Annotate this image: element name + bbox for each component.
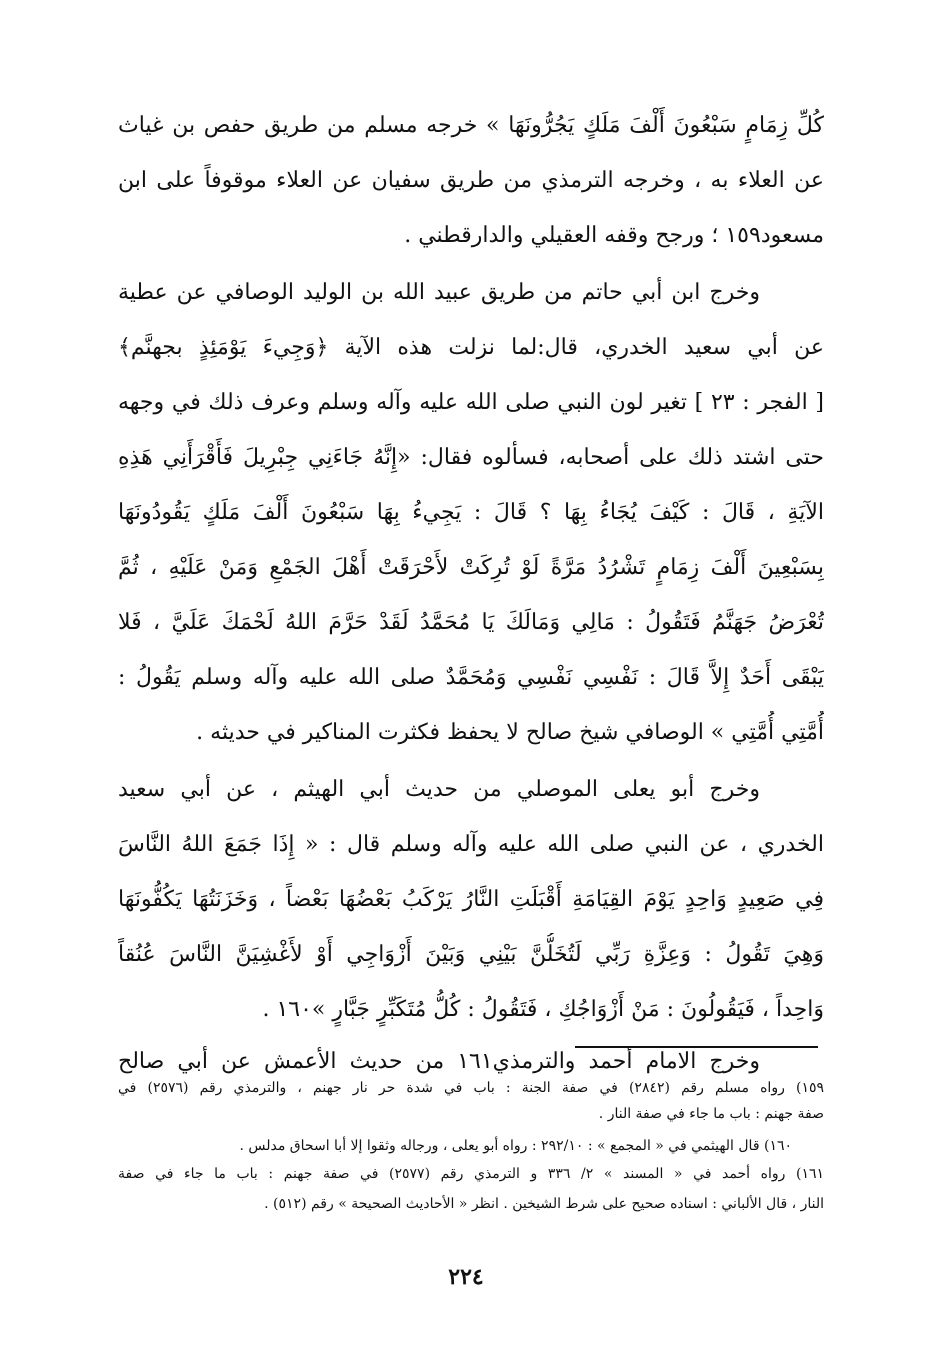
- page-number: ٢٢٤: [448, 1264, 484, 1290]
- body-line: الآيَةِ ، قَالَ : كَيْفَ يُجَاءُ بِهَا ؟ قَالَ : يَجِيءُ بِهَا سَبْعُونَ أَلْفَ مَلَكٍ يَقُودُونَهَا: [118, 500, 824, 525]
- footnote-line: صفة جهنم : باب ما جاء في صفة النار .: [598, 1106, 824, 1122]
- body-line: وخرج ابن أبي حاتم من طريق عبيد الله بن الوليد الوصافي عن عطية: [118, 280, 760, 305]
- body-line: وخرج الامام أحمد والترمذي١٦١ من حديث الأعمش عن أبي صالح: [118, 1049, 760, 1074]
- body-line: أُمَّتِي أُمَّتِي » الوصافي شيخ صالح لا يحفظ فكثرت المناكير في حديثه .: [196, 720, 824, 745]
- body-line: حتى اشتد ذلك على أصحابه، فسألوه فقال: «إِنَّهُ جَاءَنِي جِبْرِيلَ فَأَقْرَأَنِي هَذِهِ: [118, 445, 824, 470]
- body-line: كُلِّ زِمَامٍ سَبْعُونَ أَلْفَ مَلَكٍ يَجُرُّونَهَا » خرجه مسلم من طريق حفص بن غياث: [118, 113, 824, 138]
- body-line: [ الفجر : ٢٣ ] تغير لون النبي صلى الله عليه وآله وسلم وعرف ذلك في وجهه: [118, 390, 824, 415]
- footnote-line: النار ، قال الألباني : اسناده صحيح على شرط الشيخين . انظر « الأحاديث الصحيحة » رقم (٥١٢) .: [264, 1196, 824, 1212]
- body-line: وَهِيَ تَقُولُ : وَعِزَّةِ رَبِّي لَتُخَلُّنَّ بَيْنِي وَبَيْنَ أَزْوَاجِي أَوْ لأَغْشِيَنَّ النَّاسَ عُنُقاً: [118, 942, 824, 967]
- body-line: فِي صَعِيدٍ وَاحِدٍ يَوْمَ القِيَامَةِ أَقْبَلَتِ النَّارُ يَرْكَبُ بَعْضُهَا بَعْضاً ، وَخَزَنَتُهَا يَكُفُّونَهَا: [118, 887, 824, 912]
- body-line: يَبْقَى أَحَدٌ إِلاَّ قَالَ : نَفْسِي نَفْسِي وَمُحَمَّدٌ صلى الله عليه وآله وسلم يَقُولُ :: [118, 665, 824, 690]
- footnote-line: ١٦٠) قال الهيثمي في « المجمع » : ٢٩٢/١٠ : رواه أبو يعلى ، ورجاله وثقوا إلا أبا اسحاق مدلس .: [239, 1138, 792, 1154]
- body-line: تُعْرَضُ جَهَنَّمُ فَتَقُولُ : مَالِي وَمَالَكَ يَا مُحَمَّدُ لَقَدْ حَرَّمَ اللهُ لَحْمَكَ عَلَيَّ ، فَلا: [118, 610, 824, 635]
- footnote-divider: [575, 1046, 818, 1048]
- body-line: وخرج أبو يعلى الموصلي من حديث أبي الهيثم ، عن أبي سعيد: [118, 777, 760, 802]
- body-line: عن العلاء به ، وخرجه الترمذي من طريق سفيان عن العلاء موقوفاً على ابن: [118, 168, 824, 193]
- footnote-line: ١٦١) رواه أحمد في « المسند » ٢/ ٣٣٦ و الترمذي رقم (٢٥٧٧) في صفة جهنم : باب ما جاء في صفة: [118, 1166, 824, 1182]
- body-line: الخدري ، عن النبي صلى الله عليه وآله وسلم قال : « إِذَا جَمَعَ اللهُ النَّاسَ: [118, 832, 824, 857]
- body-line: وَاحِداً ، فَيَقُولُونَ : مَنْ أَزْوَاجُكِ ، فَتَقُولُ : كُلُّ مُتَكَبِّرٍ جَبَّارٍ »١٦٠ .: [262, 997, 824, 1022]
- body-line: بِسَبْعِينَ أَلْفَ زِمَامٍ تَشْرُدُ مَرَّةً لَوْ تُرِكَتْ لأَحْرَقَتْ أَهْلَ الجَمْعِ وَمَنْ عَلَيْهِ ، ثُمَّ: [118, 555, 824, 580]
- body-line: عن أبي سعيد الخدري، قال:لما نزلت هذه الآية ﴿وَجِيءَ يَوْمَئِذٍ بجهنَّم﴾: [118, 335, 824, 360]
- body-line: مسعود١٥٩ ؛ ورجح وقفه العقيلي والدارقطني .: [404, 223, 824, 248]
- footnote-line: ١٥٩) رواه مسلم رقم (٢٨٤٢) في صفة الجنة : باب في شدة حر نار جهنم ، والترمذي رقم (٢٥٧٦) في: [118, 1080, 824, 1096]
